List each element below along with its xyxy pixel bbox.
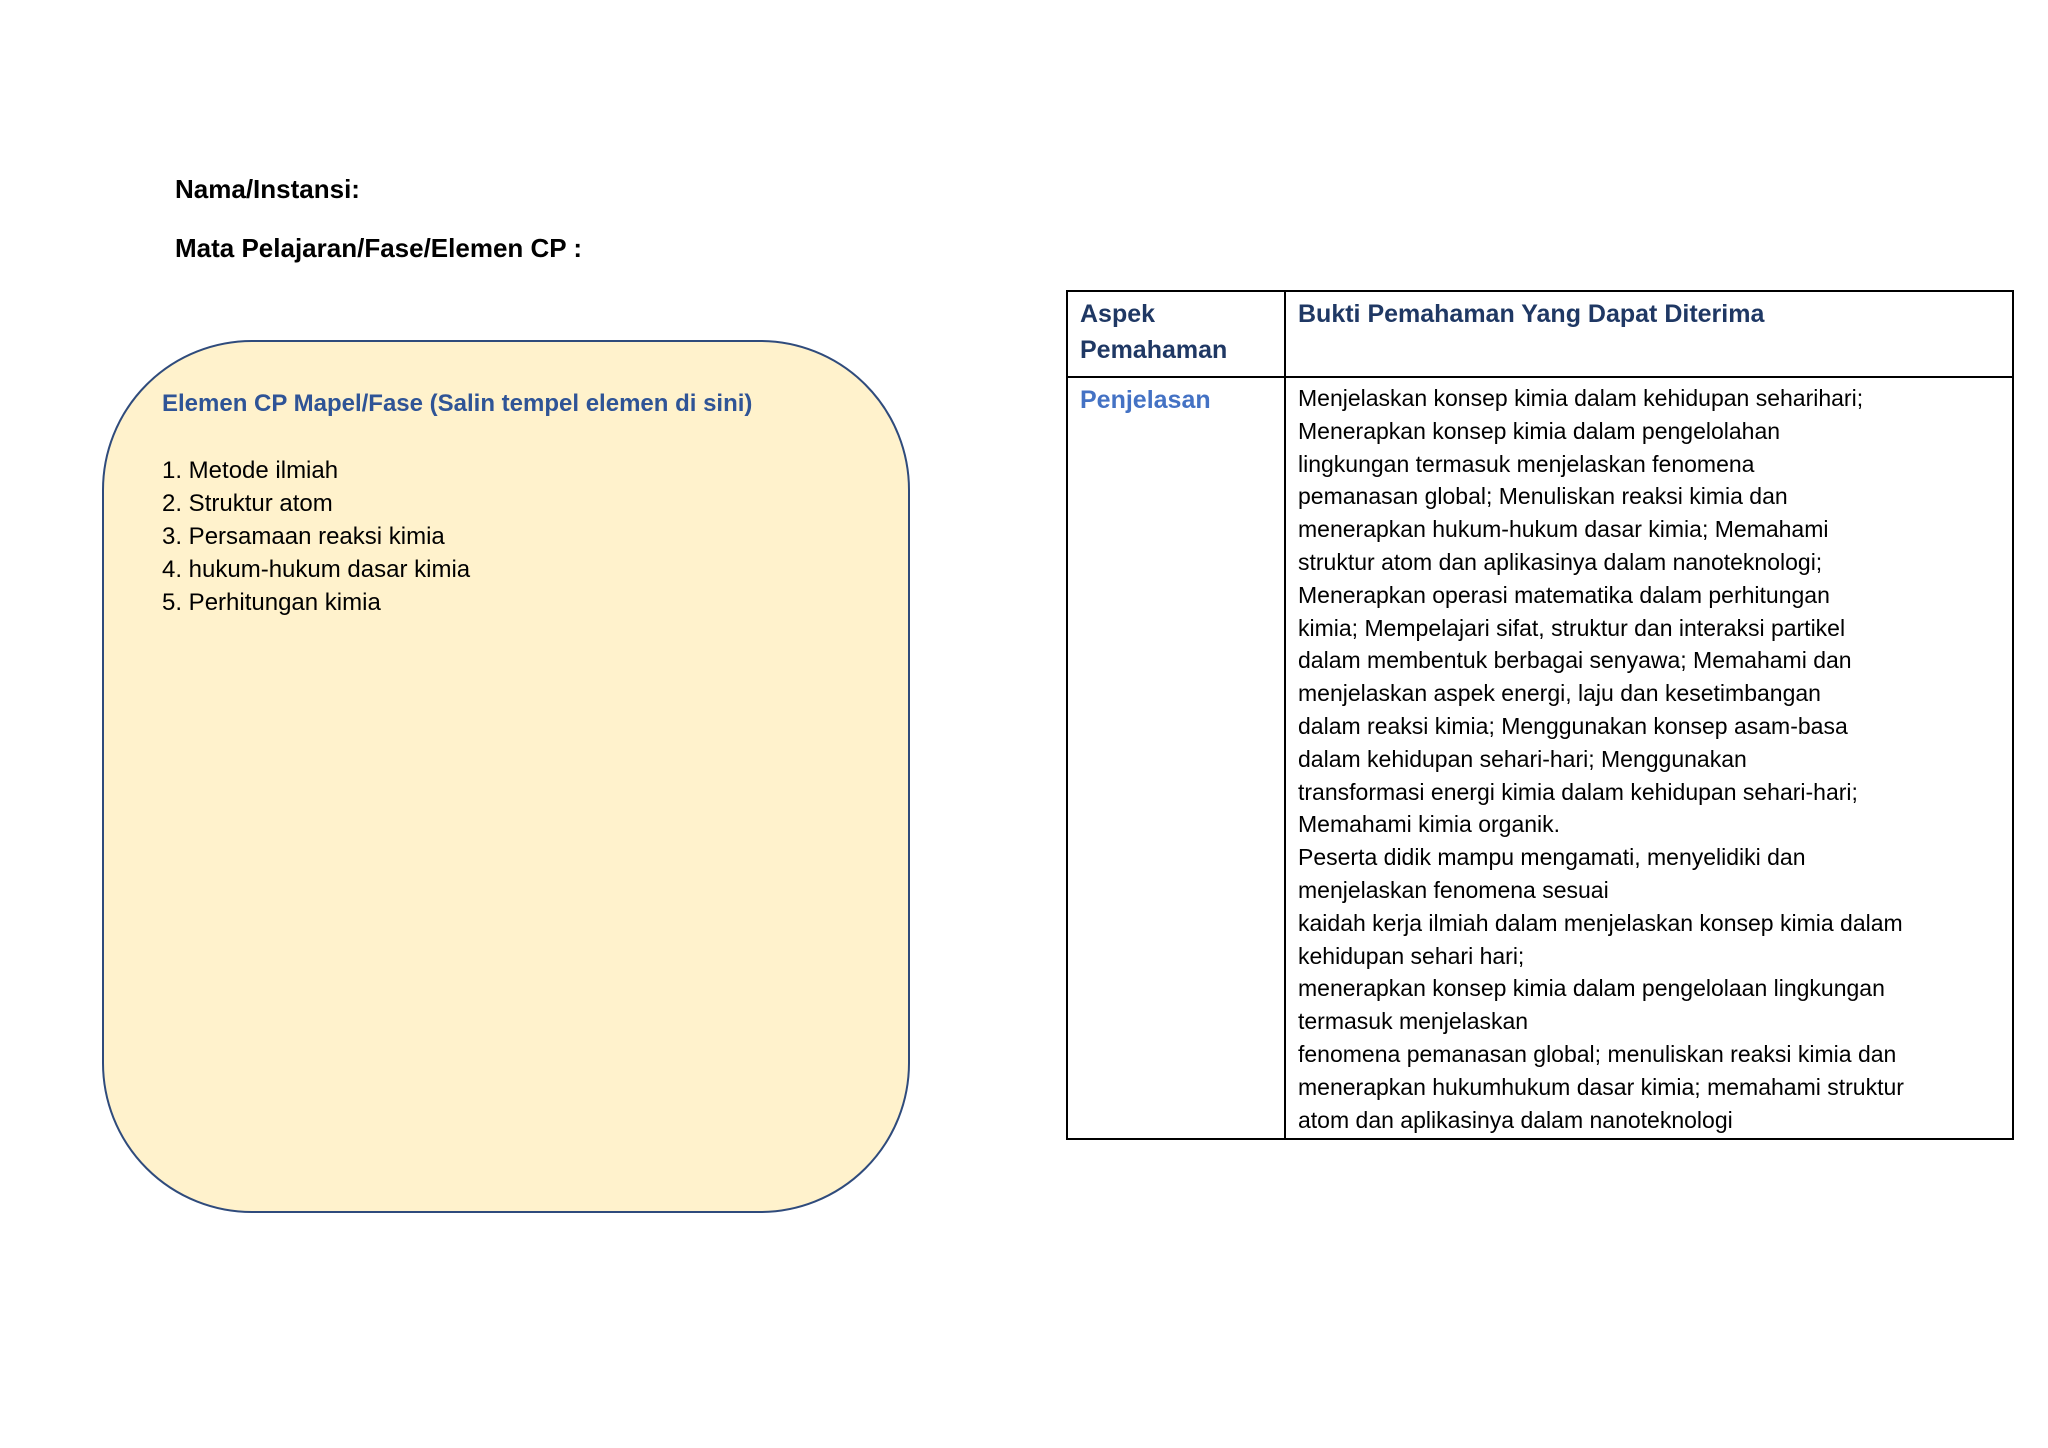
mata-pelajaran-label: Mata Pelajaran/Fase/Elemen CP : — [175, 233, 583, 263]
evidence-line: kimia; Mempelajari sifat, struktur dan interaksi partikel — [1298, 614, 1846, 641]
evidence-line: kaidah kerja ilmiah dalam menjelaskan konsep kimia dalam — [1298, 909, 1903, 936]
table-row — [1067, 377, 2013, 1139]
evidence-line: fenomena pemanasan global; menuliskan reaksi kimia dan — [1298, 1040, 1897, 1067]
evidence-line: atom dan aplikasinya dalam nanoteknologi — [1298, 1106, 1733, 1133]
evidence-line: transformasi energi kimia dalam kehidupan sehari-hari; — [1298, 778, 1858, 805]
row-evidence-cell — [1285, 377, 2013, 1139]
evidence-line: menerapkan hukumhukum dasar kimia; memahami struktur — [1298, 1073, 1904, 1100]
aspek-pemahaman-table — [1066, 290, 2014, 1140]
elemen-cp-item: 2. Struktur atom — [162, 490, 333, 517]
evidence-line: dalam membentuk berbagai senyawa; Memahami dan — [1298, 647, 1852, 674]
evidence-line: Menerapkan operasi matematika dalam perhitungan — [1298, 581, 1830, 608]
evidence-line: dalam reaksi kimia; Menggunakan konsep asam-basa — [1298, 712, 1848, 739]
elemen-cp-list — [162, 454, 470, 619]
evidence-line: lingkungan termasuk menjelaskan fenomena — [1298, 450, 1755, 477]
evidence-line: pemanasan global; Menuliskan reaksi kimia dan — [1298, 483, 1788, 510]
elemen-cp-item: 1. Metode ilmiah — [162, 457, 339, 484]
elemen-cp-item: 5. Perhitungan kimia — [162, 589, 381, 616]
elemen-cp-box — [102, 340, 910, 1213]
evidence-line: Peserta didik mampu mengamati, menyelidiki dan — [1298, 844, 1806, 871]
evidence-line: menjelaskan aspek energi, laju dan kesetimbangan — [1298, 680, 1821, 707]
evidence-line: kehidupan sehari hari; — [1298, 942, 1525, 969]
elemen-cp-title: Elemen CP Mapel/Fase (Salin tempel elemen di sini) — [162, 390, 753, 417]
header-bukti-pemahaman: Bukti Pemahaman Yang Dapat Diterima — [1285, 291, 2013, 377]
table-header-row — [1067, 291, 2013, 377]
elemen-cp-item: 3. Persamaan reaksi kimia — [162, 523, 445, 550]
row-aspect-penjelasan: Penjelasan — [1067, 377, 1285, 1139]
evidence-line: Menerapkan konsep kimia dalam pengelolahan — [1298, 417, 1781, 444]
evidence-line: termasuk menjelaskan — [1298, 1008, 1529, 1035]
evidence-line: Menjelaskan konsep kimia dalam kehidupan seharihari; — [1298, 385, 1864, 411]
evidence-line: menerapkan hukum-hukum dasar kimia; Memahami — [1298, 516, 1829, 543]
elemen-cp-item: 4. hukum-hukum dasar kimia — [162, 556, 471, 583]
header-aspek-pemahaman: Aspek Pemahaman — [1067, 291, 1285, 377]
evidence-line: menjelaskan fenomena sesuai — [1298, 876, 1609, 903]
evidence-line: Memahami kimia organik. — [1298, 811, 1561, 838]
evidence-line: struktur atom dan aplikasinya dalam nanoteknologi; — [1298, 548, 1823, 575]
evidence-line: menerapkan konsep kimia dalam pengelolaan lingkungan — [1298, 975, 1885, 1002]
nama-instansi-label: Nama/Instansi: — [175, 174, 360, 204]
evidence-line: dalam kehidupan sehari-hari; Menggunakan — [1298, 745, 1747, 772]
